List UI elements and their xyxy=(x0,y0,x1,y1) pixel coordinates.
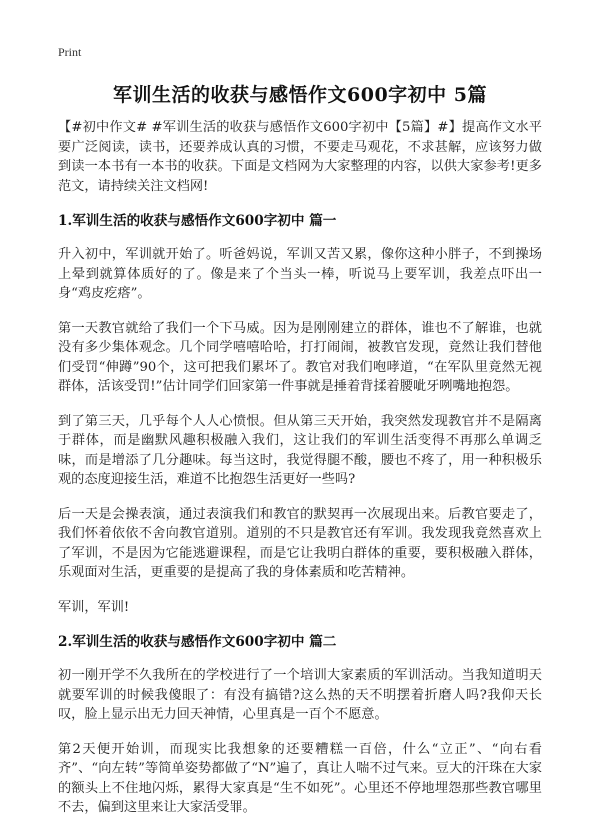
section-1-paragraph: 第一天教官就给了我们一个下马威。因为是刚刚建立的群体，谁也不了解谁，也就没有多少集体观念。几个同学嘻嘻哈哈，打打闹闹，被教官发现，竟然让我们替他们受罚“伸蹲”90个，这可把我们累坏了。教官对我们咆哮道，“在军队里竟然无视群体，活该受罚!”估计同学们回家第一件事就是捶着背揉着腰呲牙咧嘴地抱怨。 xyxy=(58,320,542,394)
page-title: 军训生活的收获与感悟作文600字初中 5篇 xyxy=(113,84,487,106)
print-link[interactable]: Print xyxy=(58,45,82,59)
section-2-paragraph: 初一刚开学不久我所在的学校进行了一个培训大家素质的军训活动。当我知道明天就要军训的时候我傻眼了：有没有搞错?这么热的天不明摆着折磨人吗?我仰天长叹，脸上显示出无力回天神情，心里真是一百个不愿意。 xyxy=(58,668,542,722)
intro-paragraph: 【#初中作文# #军训生活的收获与感悟作文600字初中【5篇】#】提高作文水平要广泛阅读，读书，还要养成认真的习惯，不要走马观花，不求甚解，应该努力做到读一本书有一本书的收获。下面是文档网为大家整理的内容，以供大家参考!更多范文，请持续关注文档网! xyxy=(58,120,542,194)
section-1-paragraph: 后一天是会操表演，通过表演我们和教官的默契再一次展现出来。后教官要走了，我们怀着依依不舍向教官道别。道别的不只是教官还有军训。我发现我竟然喜欢上了军训，不是因为它能逃避课程，而是它让我明白群体的重要，要积极融入群体，乐观面对生活，更重要的是提高了我的身体素质和吃苦精神。 xyxy=(58,506,542,580)
section-1-paragraph: 军训，军训! xyxy=(58,599,130,615)
document-body xyxy=(58,118,542,833)
section-heading-1: 1.军训生活的收获与感悟作文600字初中 篇一 xyxy=(58,213,337,229)
section-1-paragraph: 到了第三天，几乎每个人人心愤恨。但从第三天开始，我突然发现教官并不是隔离于群体，而是幽默风趣积极融入我们，这让我们的军训生活变得不再那么单调乏味，而是增添了几分趣味。每当这时，我觉得腿不酸，腰也不疼了，用一种积极乐观的态度迎接生活，难道不比抱怨生活更好一些吗? xyxy=(58,413,542,487)
section-heading-2: 2.军训生活的收获与感悟作文600字初中 篇二 xyxy=(58,634,337,650)
section-2-paragraph: 第2天便开始训，而现实比我想象的还要糟糕一百倍，什么“立正”、“向右看齐”、“向左转”等简单姿势都做了“N”遍了，真让人喘不过气来。豆大的汗珠在大家的额头上不住地闪烁，累得大家真是“生不如死”。心里还不停地埋怨那些教官哪里不去，偏到这里来让大家活受罪。 xyxy=(58,741,542,815)
section-1-paragraph: 升入初中，军训就开始了。听爸妈说，军训又苦又累，像你这种小胖子，不到操场上晕到就算体质好的了。像是来了个当头一棒，听说马上要军训，我差点吓出一身“鸡皮疙瘩”。 xyxy=(58,247,542,301)
